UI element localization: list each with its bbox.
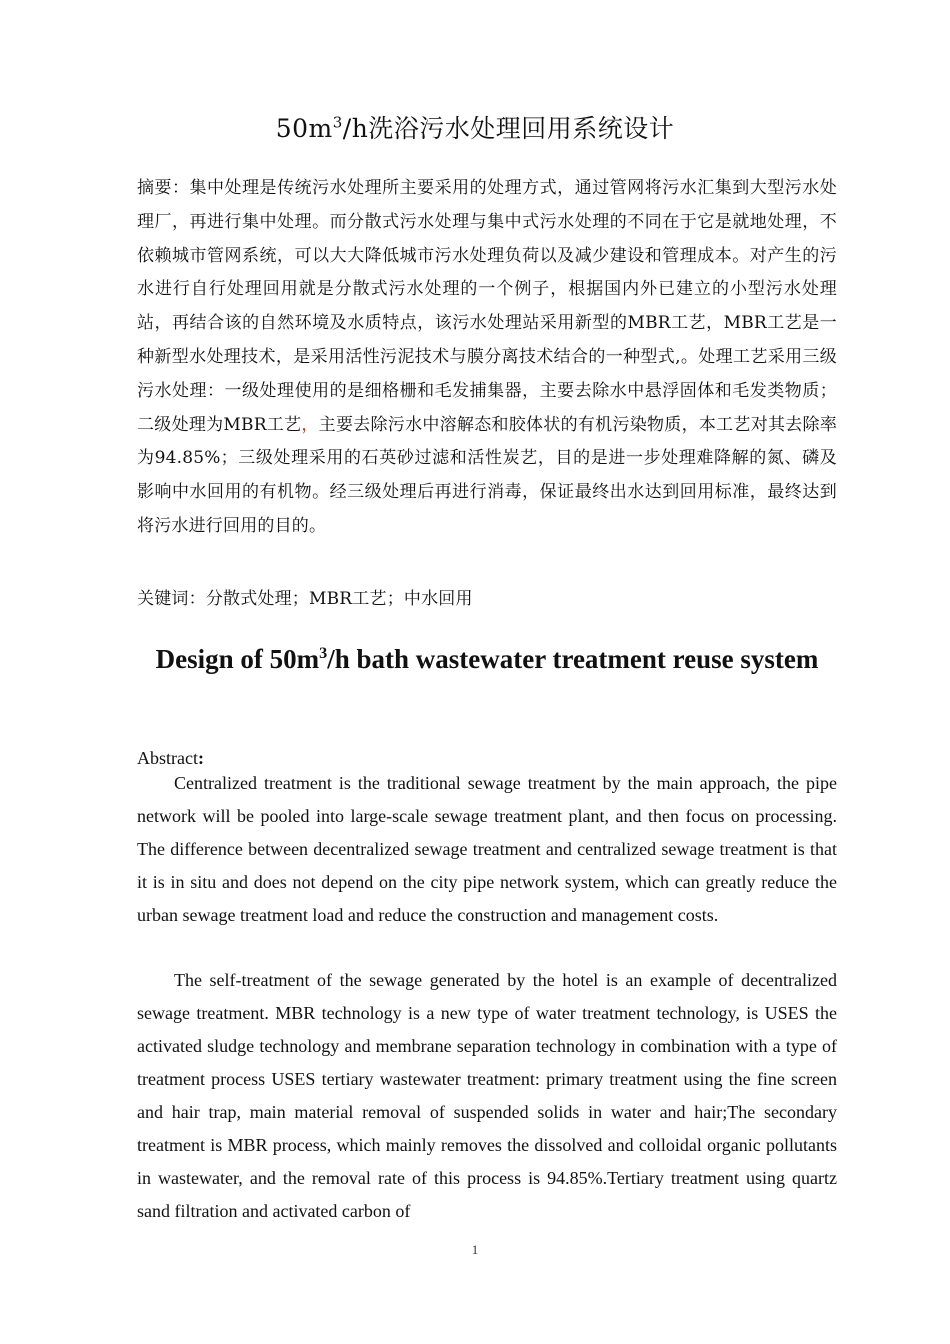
chinese-title-superscript: 3 <box>332 113 343 132</box>
english-title-superscript: 3 <box>319 644 328 662</box>
english-abstract-paragraph-1 <box>137 767 837 932</box>
english-abstract-paragraph-2-text: The self-treatment of the sewage generated by the hotel is an example of decentralized sewage treatment. MBR technology is a new type of water treatment technology, is USES the activated sludge technology and membrane separation technology in combination with a type of treatment process USES tertiary wastewater treatment: primary treatment using the fine screen and hair trap, main material removal of suspended solids in water and hair;The secondary treatment is MBR process, which mainly removes the dissolved and colloidal organic pollutants in wastewater, and the removal rate of this process is 94.85%.Tertiary treatment using quartz sand filtration and activated carbon of <box>137 970 837 1221</box>
english-abstract-colon: : <box>197 748 204 768</box>
page-number: 1 <box>471 1242 479 1257</box>
chinese-keywords-label: 关键词： <box>137 589 206 609</box>
english-abstract-paragraph-2 <box>137 964 837 1228</box>
english-abstract-paragraph-1-text: Centralized treatment is the traditional sewage treatment by the main approach, the pipe network will be pooled into large-scale sewage treatment plant, and then focus on processing. The difference between decentralized sewage treatment and centralized sewage treatment is that it is in situ and does not depend on the city pipe network system, which can greatly reduce the urban sewage treatment load and reduce the construction and management costs. <box>137 773 837 925</box>
chinese-title <box>0 112 950 146</box>
chinese-title-prefix: 50m <box>275 114 333 143</box>
chinese-keywords <box>137 583 837 617</box>
chinese-abstract-label: 摘要： <box>137 178 190 198</box>
english-title <box>137 643 837 675</box>
chinese-keywords-text: 分散式处理；MBR工艺；中水回用 <box>205 589 473 609</box>
chinese-abstract-text-part2: 主要去除污水中溶解态和胶体状的有机污染物质，本工艺对其去除率为94.85%；三级处理采用的石英砂过滤和活性炭艺，目的是进一步处理难降解的氮、磷及影响中水回用的有机物。经三级处理后再进行消毒，保证最终出水达到回用标准，最终达到将污水进行回用的目的。 <box>137 414 838 536</box>
chinese-abstract-red-comma: ， <box>301 414 319 435</box>
chinese-abstract-text-part1: 集中处理是传统污水处理所主要采用的处理方式，通过管网将污水汇集到大型污水处理厂，再进行集中处理。而分散式污水处理与集中式污水处理的不同在于它是就地处理，不依赖城市管网系统，可以大大降低城市污水处理负荷以及减少建设和管理成本。对产生的污水进行自行处理回用就是分散式污水处理的一个例子，根据国内外已建立的小型污水处理站，再结合该的自然环境及水质特点，该污水处理站采用新型的MBR工艺，MBR工艺是一种新型水处理技术，是采用活性污泥技术与膜分离技术结合的一种型式,。处理工艺采用三级污水处理：一级处理使用的是细格栅和毛发捕集器，主要去除水中悬浮固体和毛发类物质；二级处理为MBR工艺 <box>137 178 837 435</box>
english-title-rest: /h bath wastewater treatment reuse system <box>327 644 819 674</box>
english-abstract-label: Abstract <box>137 748 198 768</box>
chinese-abstract <box>137 172 837 544</box>
english-title-prefix: Design of 50m <box>155 644 320 674</box>
chinese-title-rest: /h洗浴污水处理回用系统设计 <box>342 114 675 143</box>
